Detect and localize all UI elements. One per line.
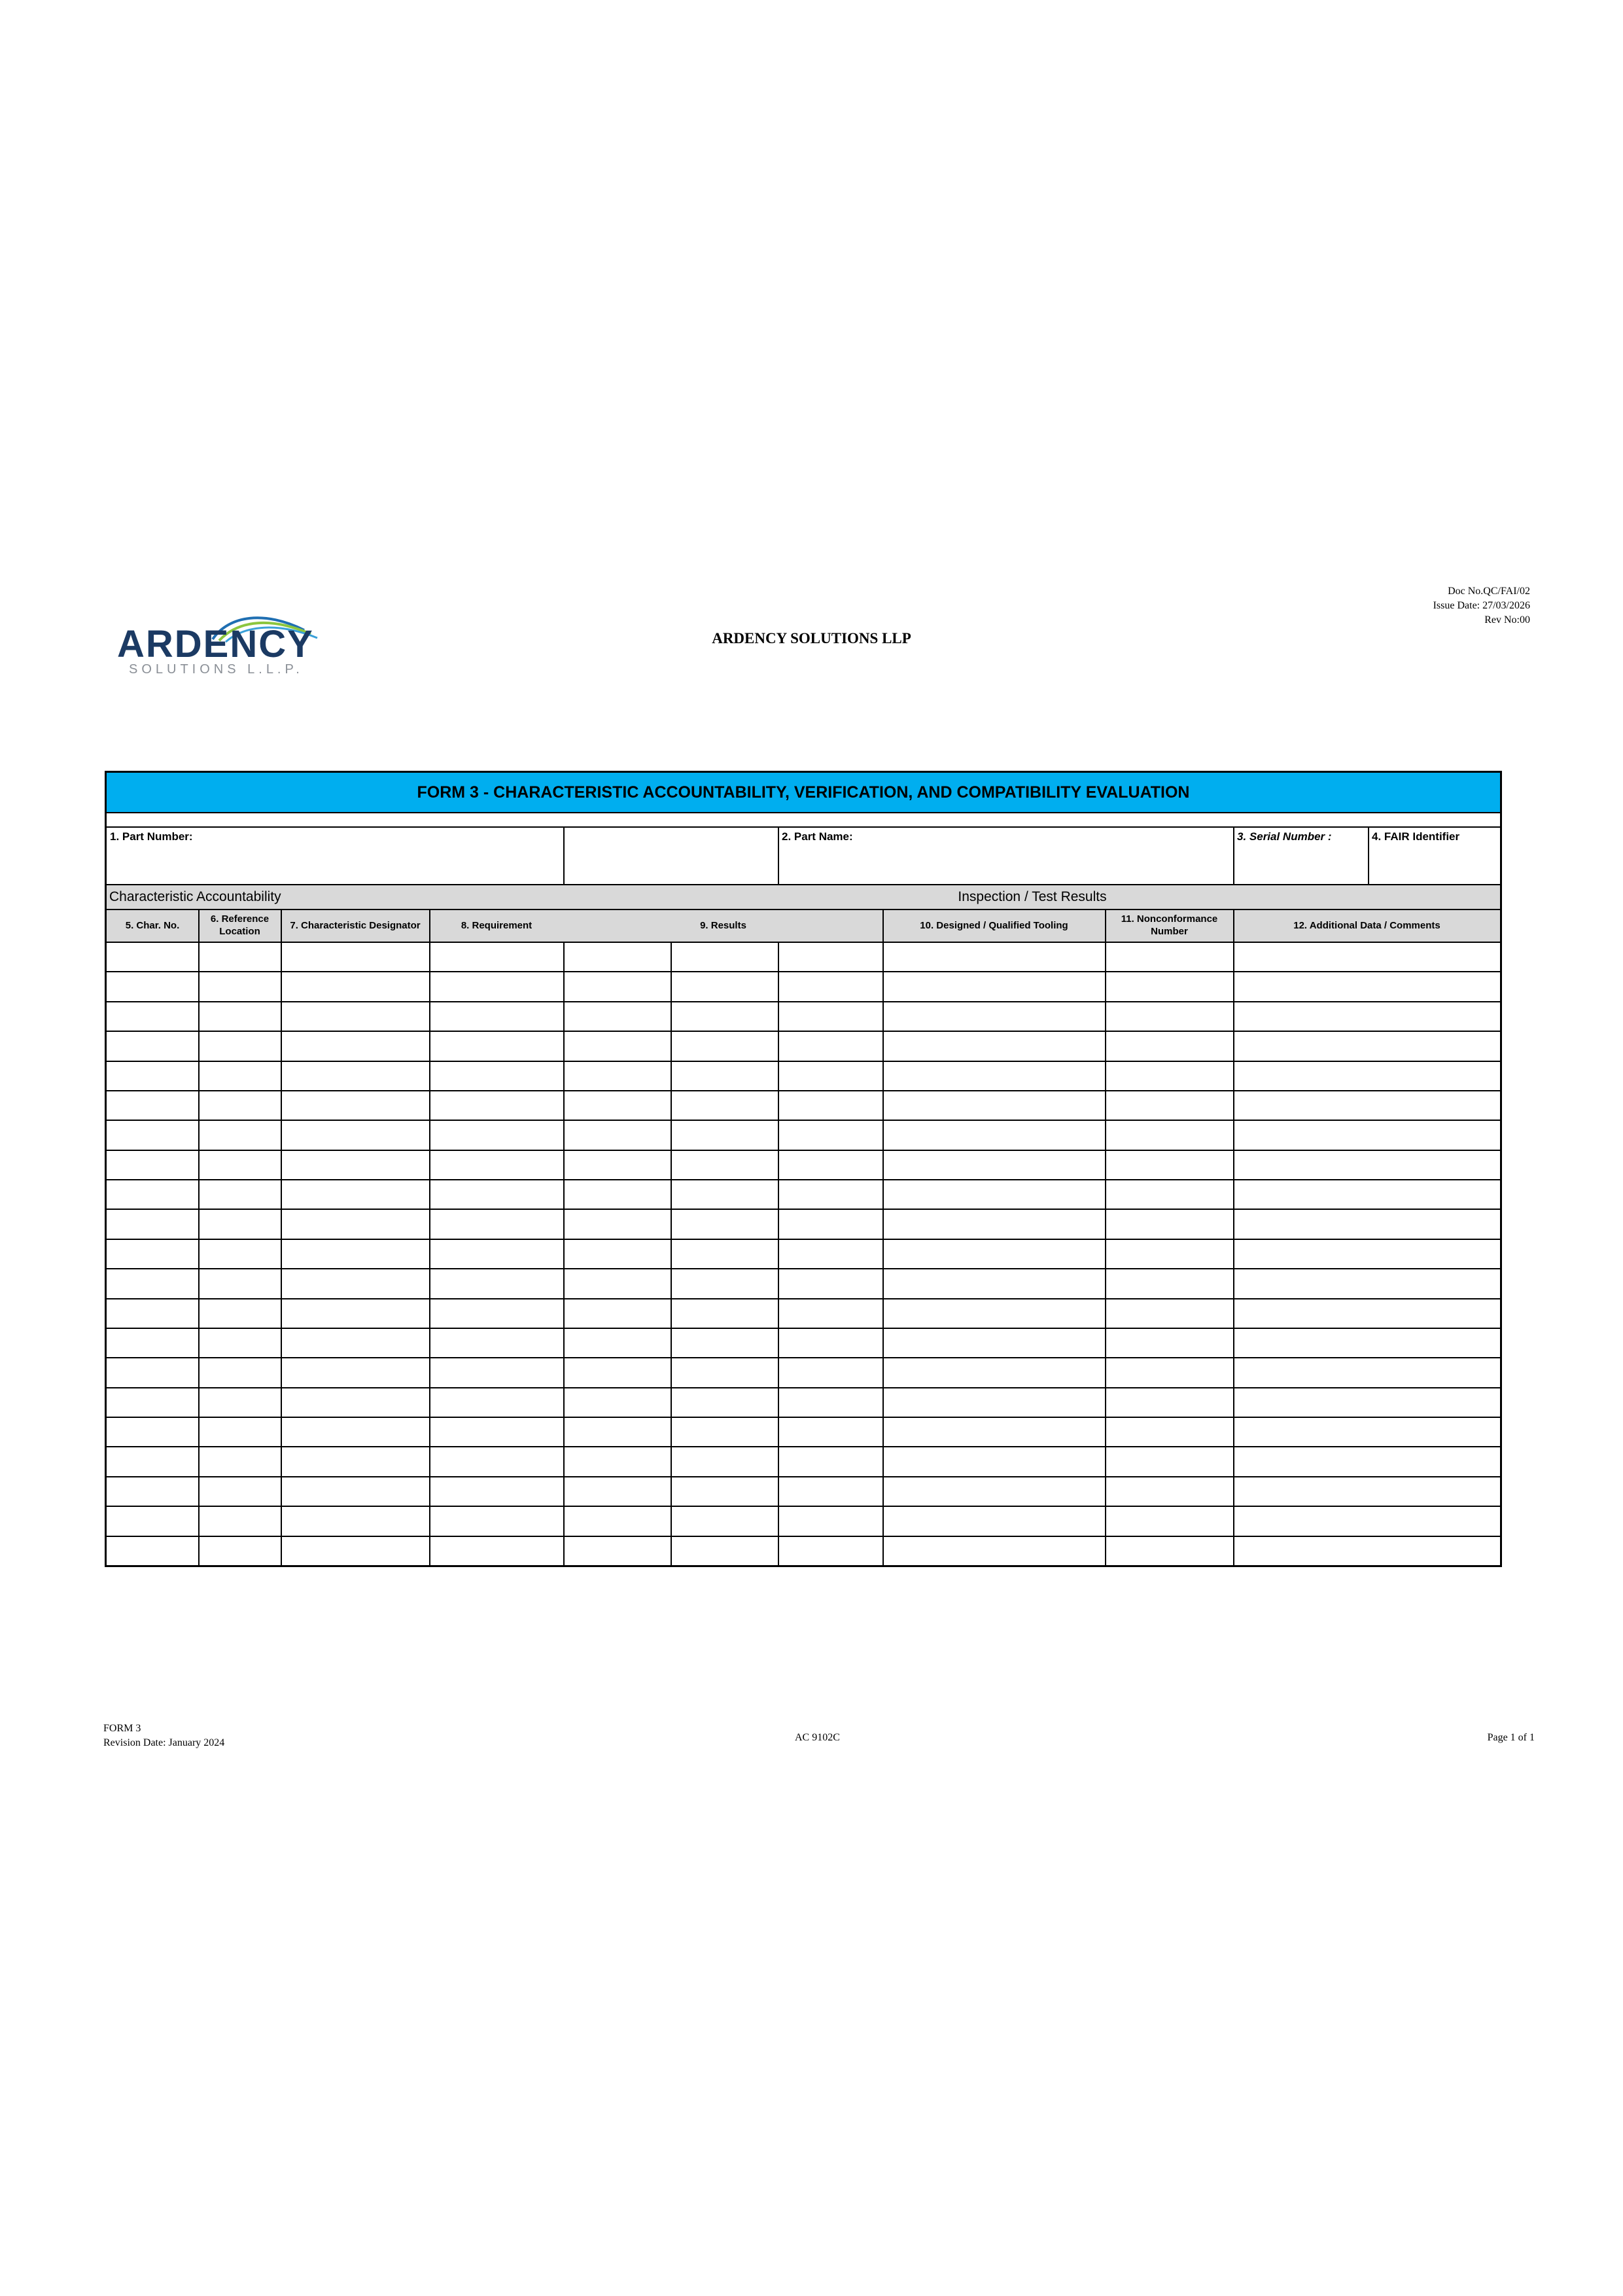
footer-standard: AC 9102C xyxy=(795,1732,840,1743)
column-header-tooling: 10. Designed / Qualified Tooling xyxy=(920,919,1068,931)
inspection-results-heading: Inspection / Test Results xyxy=(958,889,1107,904)
issue-date: Issue Date: 27/03/2026 xyxy=(1433,600,1530,611)
footer-form-info xyxy=(103,1722,224,1750)
table-row xyxy=(107,1446,1500,1447)
divider xyxy=(1368,826,1369,884)
table-row xyxy=(107,1150,1500,1151)
column-header-nonconformance: 11. Nonconformance Number xyxy=(1121,913,1218,937)
table-row xyxy=(107,1536,1500,1537)
table-row xyxy=(107,1506,1500,1507)
column-header-results: 9. Results xyxy=(700,919,746,931)
divider xyxy=(1233,909,1234,1565)
table-row xyxy=(107,1417,1500,1418)
characteristic-accountability-heading: Characteristic Accountability xyxy=(109,889,281,904)
divider xyxy=(671,942,672,1565)
table-row xyxy=(107,971,1500,972)
table-row xyxy=(107,1268,1500,1269)
company-logo xyxy=(114,612,324,684)
table-row xyxy=(107,1120,1500,1121)
table-row xyxy=(107,1179,1500,1180)
footer-page-number: Page 1 of 1 xyxy=(1487,1732,1535,1743)
document-control-block xyxy=(1268,584,1530,627)
divider xyxy=(281,909,282,1565)
table-row xyxy=(107,1001,1500,1002)
divider xyxy=(107,826,1500,828)
logo-subline: SOLUTIONS L.L.P. xyxy=(129,662,304,677)
footer-revision-date: Revision Date: January 2024 xyxy=(103,1737,225,1748)
table-row xyxy=(107,1239,1500,1240)
divider xyxy=(429,909,430,1565)
doc-number: Doc No.QC/FAI/02 xyxy=(1448,586,1530,597)
footer-form-name: FORM 3 xyxy=(103,1723,141,1734)
table-row xyxy=(107,1061,1500,1062)
table-row xyxy=(107,1031,1500,1032)
column-header-additional-data: 12. Additional Data / Comments xyxy=(1293,919,1440,931)
fair-identifier-label: 4. FAIR Identifier xyxy=(1372,830,1460,843)
divider xyxy=(198,909,200,1565)
divider xyxy=(1233,826,1234,884)
table-row xyxy=(107,1209,1500,1210)
divider xyxy=(882,909,884,1565)
form-title: FORM 3 - CHARACTERISTIC ACCOUNTABILITY, VERIFICATION, AND COMPATIBILITY EVALUATION xyxy=(107,773,1500,813)
part-name-label: 2. Part Name: xyxy=(782,830,853,843)
revision-number: Rev No:00 xyxy=(1484,614,1530,626)
column-header-requirement: 8. Requirement xyxy=(461,919,532,931)
table-row xyxy=(107,1298,1500,1299)
serial-number-label: 3. Serial Number : xyxy=(1237,830,1332,843)
form-table xyxy=(105,771,1502,1567)
table-row xyxy=(107,1090,1500,1091)
divider xyxy=(1105,909,1106,1565)
divider xyxy=(107,942,1500,943)
column-header-reference-location: 6. Reference Location xyxy=(210,913,270,937)
divider xyxy=(107,884,1500,885)
divider xyxy=(778,942,779,1565)
table-row xyxy=(107,1387,1500,1388)
column-header-char-no: 5. Char. No. xyxy=(125,919,180,931)
part-number-label: 1. Part Number: xyxy=(110,830,193,843)
table-row xyxy=(107,1476,1500,1477)
table-row xyxy=(107,1328,1500,1329)
company-name: ARDENCY SOLUTIONS LLP xyxy=(712,630,911,646)
table-row xyxy=(107,1357,1500,1358)
column-header-characteristic-designator: 7. Characteristic Designator xyxy=(290,919,421,931)
logo-wordmark: ARDENCY xyxy=(117,623,314,665)
divider xyxy=(778,826,779,884)
